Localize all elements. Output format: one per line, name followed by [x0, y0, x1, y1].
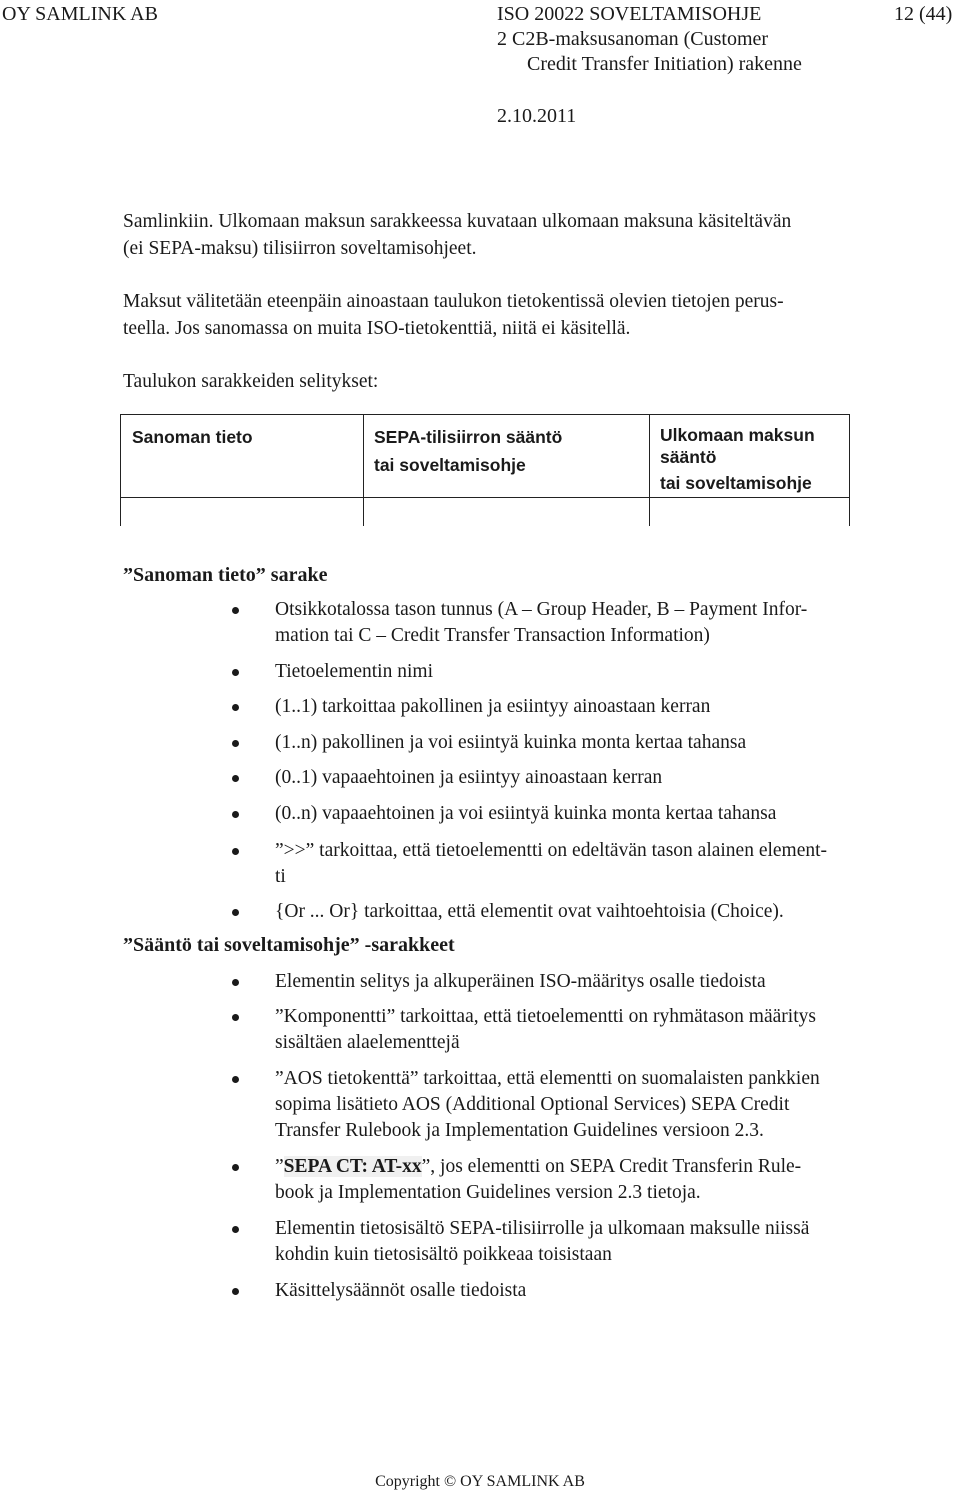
list-item-text: (0..n) vapaaehtoinen ja voi esiintyä kuinka monta kertaa tahansa [275, 803, 777, 824]
list-item [250, 801, 910, 827]
list-item [250, 1066, 910, 1144]
quote-mark: ” [275, 1156, 284, 1177]
list-item-text: Elementin tietosisältö SEPA-tilisiirrolle ja ulkomaan maksulle niissä [275, 1218, 810, 1239]
list-item-text: ”, jos elementti on SEPA Credit Transferin Rule- [421, 1156, 802, 1177]
header-company: OY SAMLINK AB [2, 3, 158, 25]
bullet-icon [232, 1226, 239, 1233]
header-date: 2.10.2011 [497, 105, 577, 127]
list-item [250, 694, 910, 720]
list-item [250, 1216, 910, 1268]
list-item [250, 969, 910, 995]
list-item-text: ti [275, 866, 286, 887]
list-item-text: ”>>” tarkoittaa, että tietoelementti on edeltävän tason alainen element- [275, 840, 828, 861]
table-header-label: Ulkomaan maksun [660, 425, 815, 445]
list-item [250, 765, 910, 791]
list-item-text: book ja Implementation Guidelines version 2.3 tietoja. [275, 1182, 701, 1203]
list-item-text: Transfer Rulebook ja Implementation Guidelines versioon 2.3. [275, 1120, 764, 1141]
list-item [250, 659, 910, 685]
list-item-text: Elementin selitys ja alkuperäinen ISO-määritys osalle tiedoista [275, 971, 766, 992]
list-item-text: ”AOS tietokenttä” tarkoittaa, että elementti on suomalaisten pankkien [275, 1068, 820, 1089]
header-section-line2: Credit Transfer Initiation) rakenne [527, 53, 802, 75]
header-section-line1: 2 C2B-maksusanoman (Customer [497, 28, 769, 50]
bullet-icon [232, 848, 239, 855]
table-header-ulkomaan [649, 414, 850, 498]
table-row-divider [849, 498, 850, 526]
header-doc-title: ISO 20022 SOVELTAMISOHJE [497, 3, 762, 25]
list-item-text: sisältäen alaelementtejä [275, 1032, 460, 1053]
list-item-text: Otsikkotalossa tason tunnus (A – Group Header, B – Payment Infor- [275, 599, 808, 620]
table-row-divider [120, 498, 121, 526]
table-row-divider [649, 498, 650, 526]
bullet-icon [232, 1014, 239, 1021]
list-item-text: (1..1) tarkoittaa pakollinen ja esiintyy ainoastaan kerran [275, 696, 711, 717]
list-item [250, 838, 910, 890]
list-item-text: Käsittelysäännöt osalle tiedoista [275, 1280, 527, 1301]
list-item [250, 1004, 910, 1056]
header-page-number: 12 (44) [894, 3, 953, 25]
list-item-text: kohdin kuin tietosisältö poikkeaa toisistaan [275, 1244, 612, 1265]
list-item-text: mation tai C – Credit Transfer Transaction Information) [275, 625, 710, 646]
bullet-icon [232, 669, 239, 676]
list-item-text: (0..1) vapaaehtoinen ja esiintyy ainoastaan kerran [275, 767, 663, 788]
paragraph-1-line1: Samlinkiin. Ulkomaan maksun sarakkeessa kuvataan ulkomaan maksuna käsiteltävän [123, 211, 792, 232]
list-item [250, 597, 910, 649]
bullet-icon [232, 1076, 239, 1083]
bullet-icon [232, 979, 239, 986]
section-heading-sanoman-tieto: ”Sanoman tieto” sarake [123, 564, 328, 586]
list-item [250, 1278, 910, 1304]
list-item-text: Tietoelementin nimi [275, 661, 433, 682]
table-header-label: tai soveltamisohje [374, 455, 526, 475]
bullet-icon [232, 704, 239, 711]
list-item [250, 1154, 910, 1206]
table-row-divider [363, 498, 364, 526]
bullet-icon [232, 811, 239, 818]
table-header-sepa [363, 414, 650, 498]
column-legend-table [120, 414, 850, 526]
bullet-icon [232, 740, 239, 747]
list-item [250, 730, 910, 756]
bullet-icon [232, 607, 239, 614]
list-item-text: (1..n) pakollinen ja voi esiintyä kuinka monta kertaa tahansa [275, 732, 747, 753]
paragraph-2-line1: Maksut välitetään eteenpäin ainoastaan taulukon tietokentissä olevien tietojen perus- [123, 291, 784, 312]
paragraph-3: Taulukon sarakkeiden selitykset: [123, 371, 379, 392]
list-item-text [250, 1154, 910, 1180]
paragraph-2-line2: teella. Jos sanomassa on muita ISO-tietokenttiä, niitä ei käsitellä. [123, 318, 631, 339]
list-item-text: sopima lisätieto AOS (Additional Optional Services) SEPA Credit [275, 1094, 790, 1115]
footer-copyright: Copyright © OY SAMLINK AB [375, 1473, 585, 1490]
table-header-label: SEPA-tilisiirron sääntö [374, 427, 563, 447]
list-item-text: ”Komponentti” tarkoittaa, että tietoelementti on ryhmätason määritys [275, 1006, 816, 1027]
bullet-icon [232, 775, 239, 782]
table-header-sanoman-tieto [120, 414, 364, 498]
table-header-label: tai soveltamisohje [660, 473, 812, 493]
table-header-label: sääntö [660, 447, 717, 467]
bullet-icon [232, 909, 239, 916]
list-item [250, 899, 910, 925]
bullet-icon [232, 1288, 239, 1295]
list-item-text: {Or ... Or} tarkoittaa, että elementit ovat vaihtoehtoisia (Choice). [275, 901, 784, 922]
paragraph-1-line2: (ei SEPA-maksu) tilisiirron soveltamisohjeet. [123, 238, 477, 259]
sepa-ct-reference: SEPA CT: AT-xx [283, 1156, 422, 1177]
section-heading-saanto: ”Sääntö tai soveltamisohje” -sarakkeet [123, 934, 455, 956]
table-header-label: Sanoman tieto [132, 427, 253, 447]
bullet-icon [232, 1164, 239, 1171]
